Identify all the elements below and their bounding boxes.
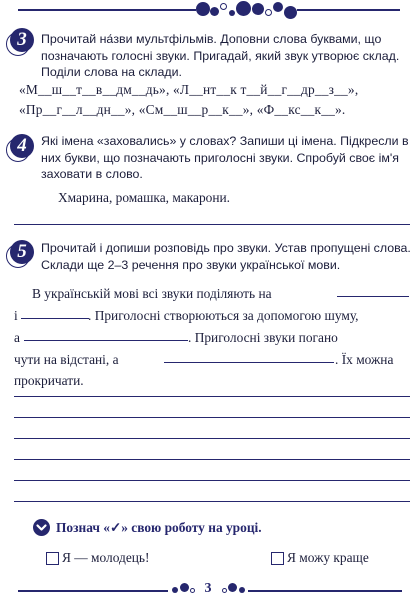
task4-words: Хмарина, ромашка, макарони. (58, 190, 231, 205)
task5-line4-start: чути на відстані, а (14, 352, 119, 367)
answer-blank[interactable] (24, 340, 188, 341)
footer-rule-right (248, 590, 402, 592)
answer-blank[interactable] (21, 318, 89, 319)
option-label-good: Я — молодець! (62, 550, 150, 565)
checkmark-icon: ✓ (109, 520, 122, 535)
evaluation-prompt: Познач «✓» свою роботу на уроці. (56, 520, 262, 535)
task5-line3-start: а (14, 330, 20, 345)
task5-instruction: Прочитай і допиши розповідь про звуки. Устав пропущені слова. Склади ще 2–3 речення про звуки української мови. (41, 241, 411, 272)
writing-line[interactable] (14, 224, 410, 225)
chevron-down-icon (33, 519, 50, 536)
top-rule (18, 9, 196, 11)
answer-blank[interactable] (164, 362, 334, 363)
task5-line5: прокричати. (14, 373, 84, 388)
writing-line[interactable] (14, 459, 410, 460)
option-label-better: Я можу краще (287, 550, 369, 565)
task5-line4-end: . Їх можна (335, 352, 394, 367)
task5-line2-start: і (14, 308, 18, 323)
task3-instruction: Прочитай на́зви мультфільмів. Доповни слова буквами, що позначають голосні звуки. Пригадай, який звук утворює склад. Поділи слова на склади. (41, 32, 400, 80)
answer-blank[interactable] (337, 296, 409, 297)
writing-line[interactable] (14, 417, 410, 418)
writing-line[interactable] (14, 396, 410, 397)
footer-rule-left (18, 590, 168, 592)
top-rule-right (297, 9, 400, 11)
task5-line1: В українській мові всі звуки поділяють на (32, 286, 272, 301)
task-number-badge: 5 (10, 240, 34, 264)
page-number: 3 (204, 581, 212, 596)
task5-line3-end: . Приголосні звуки погано (188, 330, 338, 345)
task5-line2-end: . Приголосні створюються за допомогою шуму, (88, 308, 359, 323)
option-checkbox-good[interactable] (46, 552, 59, 565)
task-number-badge: 3 (10, 28, 34, 52)
writing-line[interactable] (14, 438, 410, 439)
task3-words-row1: «М__ш__т__в__дм__дь», «Л__нт__к т__й__г__др__з__», (19, 82, 359, 97)
writing-line[interactable] (14, 480, 410, 481)
task4-instruction: Які імена «заховались» у словах? Запиши ці імена. Підкресли в них букви, що позначають приголосні звуки. Спробуй своє ім'я заховати в слово. (41, 134, 409, 182)
task-number-badge: 4 (10, 134, 34, 158)
task3-words-row2: «Пр__г__л__дн__», «См__ш__р__к__», «Ф__кс__к__». (19, 102, 346, 117)
option-checkbox-better[interactable] (271, 552, 284, 565)
writing-line[interactable] (14, 501, 410, 502)
